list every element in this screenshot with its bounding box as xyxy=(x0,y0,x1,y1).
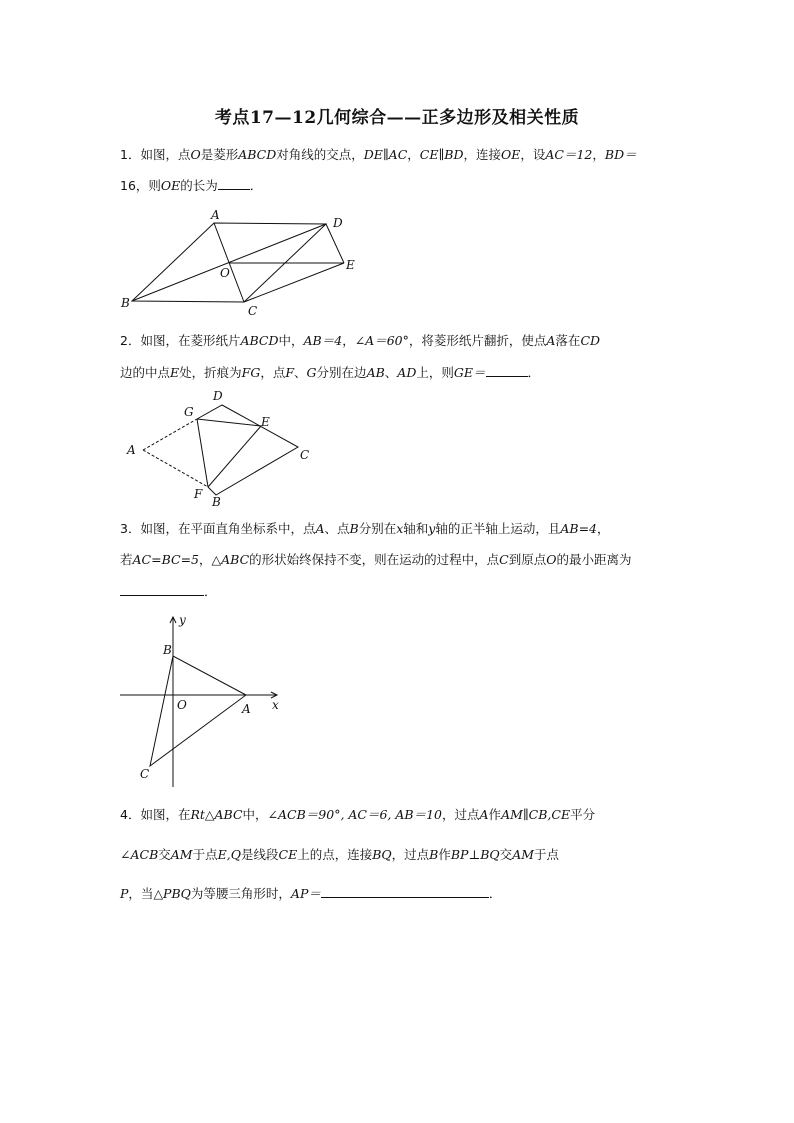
label-b: B xyxy=(121,296,130,310)
q4-line-1: 4．如图，在Rt△ABC中，∠ACB＝90°, AC＝6, AB＝10，过点A作AM∥CB,CE平分 xyxy=(120,807,596,822)
q2-line-1: 2．如图，在菱形纸片ABCD中，AB＝4，∠A＝60°，将菱形纸片翻折，使点A落在CD xyxy=(120,333,601,348)
answer-blank-q4[interactable] xyxy=(321,884,489,898)
label-b: B xyxy=(212,495,221,509)
label-o: O xyxy=(177,698,187,712)
label-d: D xyxy=(333,216,343,230)
q3-line-3: ． xyxy=(120,582,680,601)
answer-blank-q3[interactable] xyxy=(120,582,204,596)
label-a: A xyxy=(127,443,136,457)
dashed-af xyxy=(143,450,208,487)
q4-line-3: P，当△PBQ为等腰三角形时，AP＝ ． xyxy=(120,886,502,901)
q3-line-2: 若AC=BC=5，△ABC的形状始终保持不变，则在运动的过程中，点C到原点O的最小距离为 xyxy=(120,552,632,567)
label-c: C xyxy=(140,767,150,781)
label-a: A xyxy=(211,208,220,222)
answer-blank-q1[interactable] xyxy=(218,176,250,190)
q4-line-2: ∠ACB交AM于点E,Q是线段CE上的点，连接BQ，过点B作BP⊥BQ交AM于点 xyxy=(120,847,560,862)
fold-line-fg xyxy=(197,419,208,487)
label-f: F xyxy=(194,487,203,501)
dashed-ag xyxy=(143,419,197,450)
label-e: E xyxy=(346,258,355,272)
label-d: D xyxy=(213,389,223,403)
label-e: E xyxy=(261,415,270,429)
label-a: A xyxy=(242,702,251,716)
q2-line-2: 边的中点E处，折痕为FG，点F、G分别在边AB、AD上，则GE＝ ． xyxy=(120,365,541,380)
segment-ge xyxy=(197,419,261,426)
segment-ce xyxy=(244,263,344,302)
q2-fold-figure xyxy=(120,388,330,510)
label-o: O xyxy=(220,266,230,280)
label-g: G xyxy=(184,405,194,419)
triangle-abc xyxy=(150,656,246,766)
label-b: B xyxy=(163,643,172,657)
label-y: y xyxy=(179,613,186,627)
q3-line-1: 3．如图，在平面直角坐标系中，点A、点B分别在x轴和y轴的正半轴上运动，且AB=4， xyxy=(120,521,610,536)
q1-line-1: 1．如图，点O是菱形ABCD对角线的交点，DE∥AC，CE∥BD，连接OE，设AC＝12，BD＝ xyxy=(120,147,637,162)
q1-rhombus-figure xyxy=(110,205,370,320)
q3-coordinate-figure xyxy=(115,612,290,792)
answer-blank-q2[interactable] xyxy=(486,363,528,377)
q1-line-2: 16，则OE的长为 ． xyxy=(120,178,263,193)
segment-fe xyxy=(208,426,261,487)
page-title: 考点17—12几何综合——正多边形及相关性质 xyxy=(214,108,580,128)
label-x: x xyxy=(272,698,279,712)
label-c: C xyxy=(248,304,258,318)
label-c: C xyxy=(300,448,310,462)
